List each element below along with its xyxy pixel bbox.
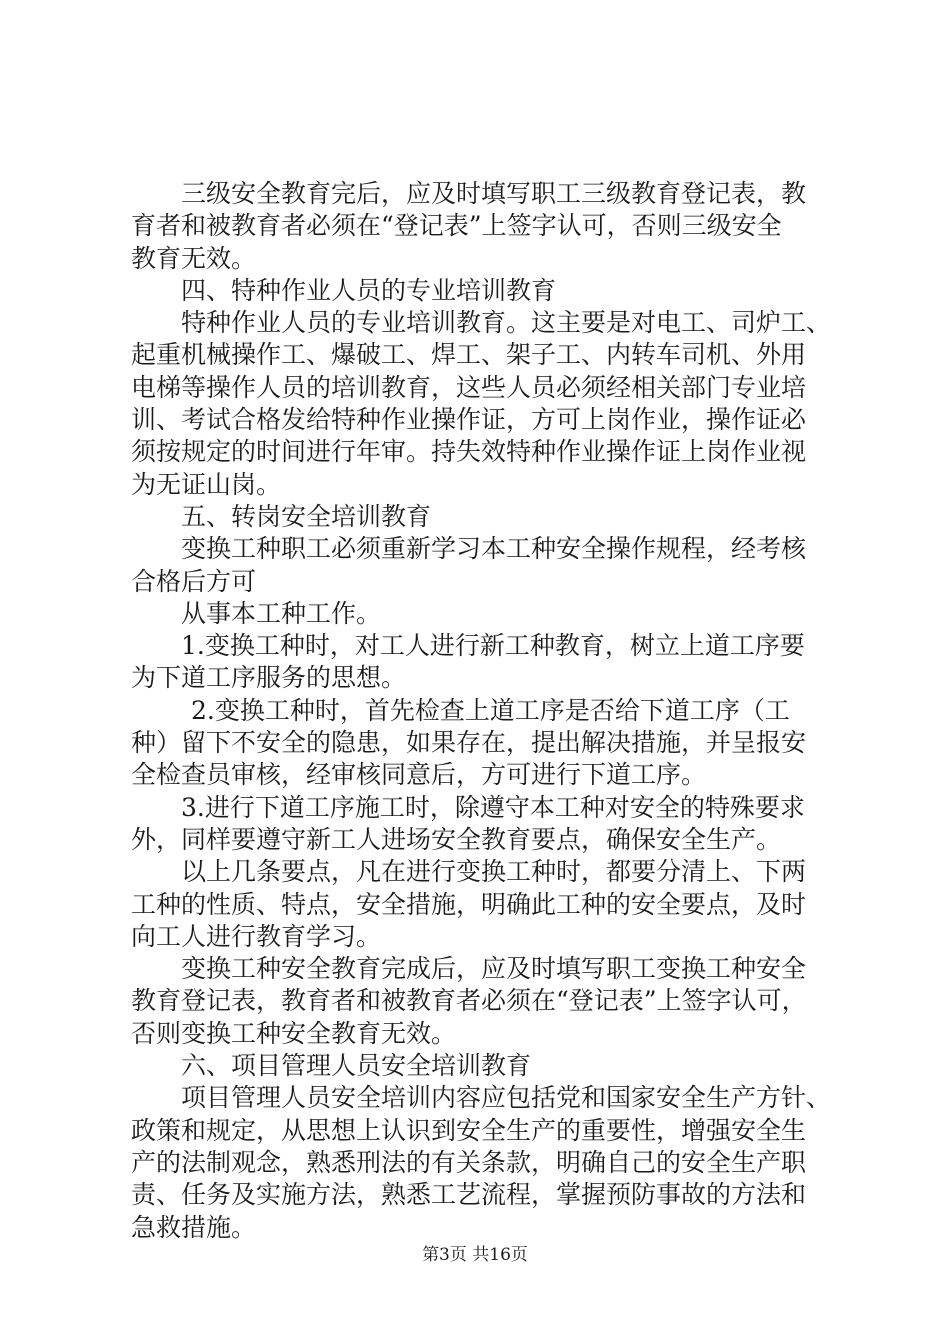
list-item-line: 1.变换工种时，对工人进行新工种教育，树立上道工序要	[181, 631, 805, 661]
paragraph-line: 电梯等操作人员的培训教育，这些人员必须经相关部门专业培	[131, 372, 807, 402]
body-text	[131, 178, 831, 1244]
paragraph-line: 急救措施。	[131, 1212, 257, 1242]
list-item-line: 2.变换工种时，首先检查上道工序是否给下道工序（工	[191, 695, 790, 725]
list-item-line: 3.进行下道工序施工时，除遵守本工种对安全的特殊要求	[181, 792, 805, 822]
paragraph-line: 以上几条要点，凡在进行变换工种时，都要分清上、下两	[181, 857, 807, 887]
paragraph-line: 起重机械操作工、爆破工、焊工、架子工、内转车司机、外用	[131, 340, 807, 370]
list-item-line: 全检查员审核，经审核同意后，方可进行下道工序。	[131, 760, 707, 790]
paragraph-line: 项目管理人员安全培训内容应包括党和国家安全生产方针、	[181, 1083, 832, 1113]
paragraph-line: 合格后方可	[131, 566, 257, 596]
paragraph-line: 变换工种安全教育完成后，应及时填写职工变换工种安全	[181, 954, 807, 984]
paragraph-line: 变换工种职工必须重新学习本工种安全操作规程，经考核	[181, 534, 807, 564]
paragraph-line: 否则变换工种安全教育无效。	[131, 1018, 457, 1048]
paragraph-line: 工种的性质、特点，安全措施，明确此工种的安全要点，及时	[131, 889, 807, 919]
paragraph-line: 特种作业人员的专业培训教育。这主要是对电工、司炉工、	[181, 308, 832, 338]
section-heading: 五、转岗安全培训教育	[181, 501, 432, 531]
paragraph-line: 产的法制观念，熟悉刑法的有关条款，明确自己的安全生产职	[131, 1147, 807, 1177]
paragraph-line: 政策和规定，从思想上认识到安全生产的重要性，增强安全生	[131, 1115, 807, 1145]
paragraph-line: 三级安全教育完后，应及时填写职工三级教育登记表，教	[181, 179, 807, 208]
list-item-line: 种）留下不安全的隐患，如果存在，提出解决措施，并呈报安	[131, 728, 807, 758]
list-item-line: 外，同样要遵守新工人进场安全教育要点，确保安全生产。	[131, 824, 782, 854]
page-number-footer: 第3页 共16页	[422, 1245, 528, 1265]
paragraph-line: 从事本工种工作。	[181, 598, 382, 628]
paragraph-line: 为无证山岗。	[131, 469, 282, 499]
paragraph-line: 教育登记表，教育者和被教育者必须在“登记表”上签字认可，	[131, 986, 807, 1016]
paragraph-line: 须按规定的时间进行年审。持失效特种作业操作证上岗作业视	[131, 437, 807, 467]
paragraph-line: 训、考试合格发给特种作业操作证，方可上岗作业，操作证必	[131, 405, 807, 435]
list-item-line: 为下道工序服务的思想。	[131, 663, 407, 693]
section-heading: 六、项目管理人员安全培训教育	[181, 1051, 532, 1081]
section-heading: 四、特种作业人员的专业培训教育	[181, 275, 557, 305]
paragraph-line: 育者和被教育者必须在“登记表”上签字认可，否则三级安全	[131, 211, 782, 241]
paragraph-line: 责、任务及实施方法，熟悉工艺流程，掌握预防事故的方法和	[131, 1180, 807, 1210]
paragraph-line: 向工人进行教育学习。	[131, 921, 382, 951]
paragraph-line: 教育无效。	[131, 243, 257, 273]
